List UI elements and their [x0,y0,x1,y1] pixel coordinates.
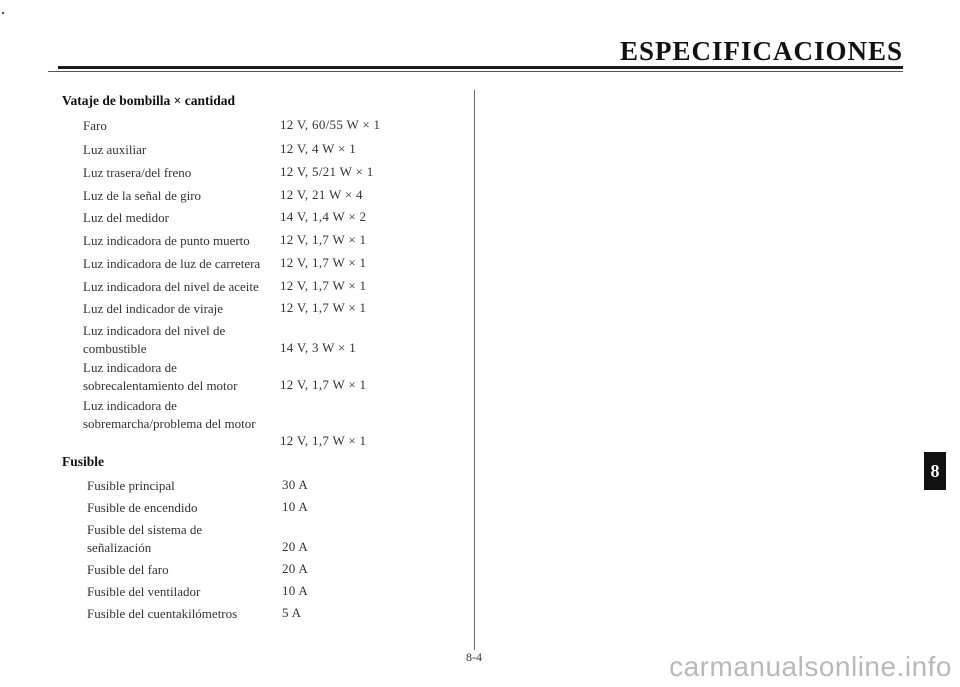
section-heading-fuses: Fusible [62,454,105,469]
spec-value: 12 V, 1,7 W × 1 [280,377,367,392]
spec-value: 20 A [282,561,309,576]
spec-value: 12 V, 1,7 W × 1 [280,232,367,247]
spec-value: 30 A [282,477,309,492]
spec-label: Fusible del ventilador [87,584,201,599]
spec-label: Luz indicadora del nivel de aceite [83,279,259,294]
spec-value: 12 V, 1,7 W × 1 [280,278,367,293]
spec-value: 14 V, 3 W × 1 [280,340,357,355]
spec-value: 12 V, 60/55 W × 1 [280,117,381,132]
spec-label: Fusible del cuentakilómetros [87,606,238,621]
column-divider [474,90,475,650]
spec-value: 12 V, 1,7 W × 1 [280,255,367,270]
spec-label: Fusible del sistema de [87,522,203,537]
spec-label: Luz de la señal de giro [83,188,202,203]
header-rule-thin [48,71,903,72]
spec-label: Luz indicadora del nivel de [83,323,226,338]
spec-label: sobrecalentamiento del motor [83,378,238,393]
spec-label: Luz indicadora de punto muerto [83,233,250,248]
spec-label: Luz del indicador de viraje [83,301,224,316]
spec-label: Luz indicadora de luz de carretera [83,256,261,271]
chapter-tab: 8 [924,452,946,490]
spec-value: 10 A [282,499,309,514]
spec-label: Fusible de encendido [87,500,198,515]
spec-label: Fusible del faro [87,562,169,577]
spec-value: 12 V, 21 W × 4 [280,187,363,202]
spec-value: 5 A [282,605,302,620]
spec-label: Luz trasera/del freno [83,165,192,180]
spec-value: 14 V, 1,4 W × 2 [280,209,367,224]
spec-value: 12 V, 1,7 W × 1 [280,300,367,315]
spec-label: sobremarcha/problema del motor [83,416,256,431]
spec-label: Luz indicadora de [83,360,177,375]
page-number: 8-4 [466,650,482,664]
spec-label: Luz indicadora de [83,398,177,413]
scan-artifact [2,12,4,14]
page-title: ESPECIFICACIONES [619,36,903,66]
spec-label: señalización [87,540,152,555]
header-rule [58,66,903,69]
spec-label: Faro [83,118,107,133]
spec-label: combustible [83,341,147,356]
spec-value: 12 V, 5/21 W × 1 [280,164,374,179]
watermark: carmanualsonline.info [669,651,952,682]
spec-value: 12 V, 4 W × 1 [280,141,357,156]
section-heading-bulbs: Vataje de bombilla × cantidad [62,93,235,108]
spec-label: Luz auxiliar [83,142,147,157]
spec-value: 12 V, 1,7 W × 1 [280,433,367,448]
spec-value: 20 A [282,539,309,554]
spec-value: 10 A [282,583,309,598]
spec-label: Luz del medidor [83,210,169,225]
spec-label: Fusible principal [87,478,175,493]
